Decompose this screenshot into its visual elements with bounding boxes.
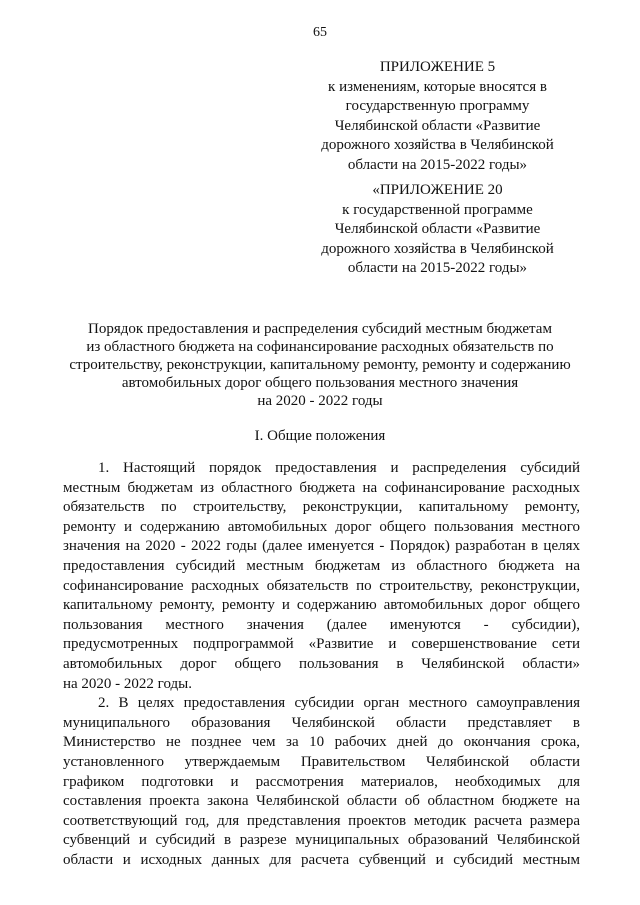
paragraph-2-line: графиком подготовки и рассмотрения материалов, необходимых для (63, 773, 580, 790)
appendix-5-line: дорожного хозяйства в Челябинской (321, 137, 554, 153)
paragraph-1-line: на 2020 - 2022 годы. (63, 675, 192, 692)
title-line: из областного бюджета на софинансирование расходных обязательств по (86, 339, 554, 355)
title-line: Порядок предоставления и распределения субсидий местным бюджетам (88, 321, 552, 337)
appendix-20-header (315, 181, 560, 279)
page-number: 65 (313, 25, 327, 40)
paragraph-1-line: автомобильных дорог общего пользования в Челябинской области» (63, 655, 580, 672)
appendix-5-line: к изменениям, которые вносятся в (328, 78, 547, 95)
title-line: на 2020 - 2022 годы (257, 393, 383, 409)
paragraph-1-line: предоставления субсидий местным бюджетам из областного бюджета на (63, 557, 580, 574)
appendix-20-line: к государственной программе (342, 201, 533, 218)
document-title (60, 320, 580, 410)
paragraph-2-line: области и исходных данных для расчета субвенций и субсидий местным (63, 851, 580, 868)
paragraph-2-line: соответствующий год, для представления проектов методик расчета размера (63, 812, 580, 829)
paragraph-2-line: муниципального образования Челябинской области представляет в (63, 714, 580, 731)
appendix-5-line: ПРИЛОЖЕНИЕ 5 (379, 59, 496, 75)
paragraph-1-line: местным бюджетам из областного бюджета на софинансирование расходных (63, 479, 580, 496)
section-heading: I. Общие положения (254, 428, 386, 444)
paragraph-2-line: 2. В целях предоставления субсидии орган местного самоуправления (98, 695, 580, 712)
paragraph-1-line: пользования местного значения (далее именуются - субсидии), (63, 616, 580, 633)
paragraph-2-line: Министерство не позднее чем за 10 рабочих дней до окончания срока, (63, 734, 580, 751)
body-text (63, 459, 580, 870)
paragraph-1-line: капитальному ремонту, ремонту и содержанию автомобильных дорог общего (63, 597, 580, 614)
title-line: строительству, реконструкции, капитальному ремонту, ремонту и содержанию (69, 357, 571, 373)
appendix-5-line: государственную программу (345, 98, 530, 114)
appendix-20-line: дорожного хозяйства в Челябинской (321, 240, 554, 257)
paragraph-1-line: 1. Настоящий порядок предоставления и распределения субсидий (98, 460, 580, 476)
paragraph-1-line: софинансирование расходных обязательств по строительству, реконструкции, (63, 577, 580, 594)
appendix-5-line: области на 2015-2022 годы» (347, 156, 528, 173)
paragraph-2-line: составления проекта закона Челябинской области об областном бюджете на (63, 793, 580, 810)
appendix-5-header (315, 58, 560, 175)
appendix-20-line: «ПРИЛОЖЕНИЕ 20 (372, 182, 503, 198)
title-line: автомобильных дорог общего пользования местного значения (121, 375, 519, 391)
paragraph-1-line: ремонту и содержанию автомобильных дорог общего пользования местного (63, 518, 580, 535)
appendix-5-line: Челябинской области «Развитие (334, 117, 541, 134)
paragraph-2-line: субвенций и субсидий в разрезе муниципальных образований Челябинской (63, 832, 580, 849)
paragraph-1-line: обязательств по строительству, реконструкции, капитальному ремонту, (63, 499, 580, 516)
paragraph-2-line: установленного утверждаемым Правительством Челябинской области (63, 753, 580, 770)
appendix-20-line: области на 2015-2022 годы» (347, 260, 528, 276)
paragraph-1-line: предусмотренных подпрограммой «Развитие и совершенствование сети (63, 636, 580, 653)
appendix-20-line: Челябинской области «Развитие (334, 221, 541, 237)
paragraph-1-line: значения на 2020 - 2022 годы (далее именуется - Порядок) разработан в целях (63, 538, 580, 555)
